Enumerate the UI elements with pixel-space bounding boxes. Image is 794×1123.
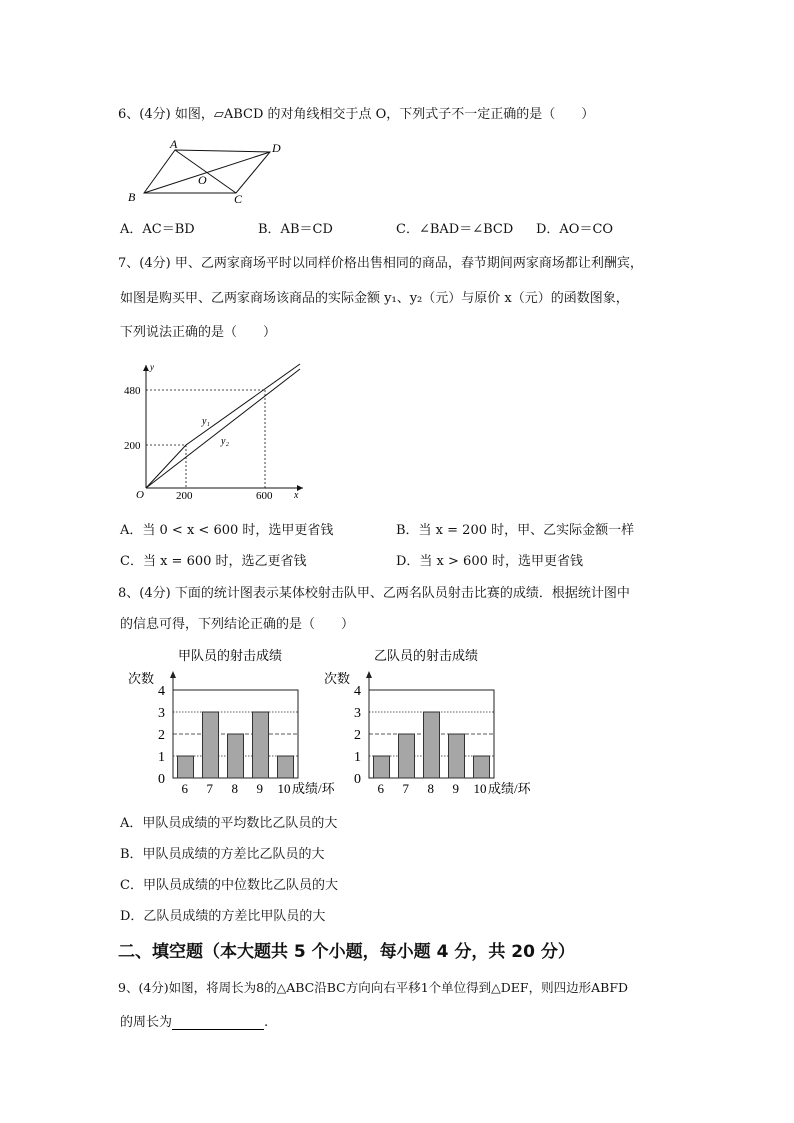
q6-option-c[interactable]: C．∠BAD＝∠BCD	[396, 222, 514, 237]
y-tick-label: 0	[158, 772, 165, 787]
bar-6	[374, 756, 390, 778]
bar-6	[178, 756, 194, 778]
x-axis-title: 成绩/环	[488, 781, 531, 796]
y-tick-label: 3	[354, 706, 361, 721]
chart-yi	[322, 645, 532, 800]
q6-stem: 6、(4分) 如图，▱ABCD 的对角线相交于点 O，下列式子不一定正确的是（ ）	[118, 107, 595, 122]
x-axis-label: x	[294, 490, 299, 501]
q9-answer-blank[interactable]	[172, 1017, 264, 1030]
x-tick-label: 10	[277, 781, 291, 796]
y-tick-480: 480	[124, 385, 141, 397]
x-tick-label: 7	[206, 781, 213, 796]
y-tick-label: 4	[354, 684, 361, 699]
label-d: D	[272, 141, 281, 155]
q9-line2-prefix: 的周长为	[120, 1015, 173, 1030]
label-b: B	[128, 190, 136, 204]
y-axis-arrow	[170, 671, 176, 678]
q7-option-b[interactable]: B．当 x = 200 时，甲、乙实际金额一样	[396, 523, 635, 538]
bar-10	[278, 756, 294, 778]
y-tick-label: 4	[158, 684, 165, 699]
chart-jia	[126, 645, 335, 800]
chart-title: 甲队员的射击成绩	[178, 648, 283, 663]
y2-label: y₂	[221, 436, 229, 447]
q8-option-b[interactable]: B．甲队员成绩的方差比乙队员的大	[120, 847, 325, 862]
q9-line2-suffix: .	[264, 1015, 269, 1030]
section-2-title: 二、填空题（本大题共 5 个小题，每小题 4 分，共 20 分）	[118, 942, 575, 962]
x-tick-label: 8	[427, 781, 434, 796]
q8-option-d[interactable]: D．乙队员成绩的方差比甲队员的大	[120, 909, 326, 924]
chart-title: 乙队员的射击成绩	[374, 648, 479, 663]
y-axis-title: 次数	[324, 671, 351, 686]
x-tick-label: 9	[256, 781, 263, 796]
q7-line2: 如图是购买甲、乙两家商场该商品的实际金额 y₁、y₂（元）与原价 x（元）的函数图象，	[120, 291, 629, 306]
y-tick-label: 2	[354, 728, 361, 743]
y-axis-title: 次数	[128, 671, 155, 686]
y-tick-200: 200	[124, 440, 141, 452]
y-axis-label: y	[150, 362, 154, 372]
y-tick-label: 1	[354, 750, 361, 765]
q7-function-graph	[118, 360, 308, 500]
q7-option-a[interactable]: A．当 0 < x < 600 时，选甲更省钱	[120, 523, 334, 538]
q9-line2	[120, 1011, 268, 1030]
q8-line1: 8、(4分) 下面的统计图表示某体校射击队甲、乙两名队员射击比赛的成绩．根据统计图中	[118, 586, 630, 601]
origin-label: O	[136, 489, 144, 501]
q8-option-c[interactable]: C．甲队员成绩的中位数比乙队员的大	[120, 878, 338, 893]
y-tick-label: 1	[158, 750, 165, 765]
y1-label: y₁	[202, 416, 210, 427]
label-o: O	[198, 173, 207, 187]
q6-option-b[interactable]: B．AB＝CD	[258, 222, 333, 237]
x-tick-label: 10	[473, 781, 487, 796]
y-axis-arrow	[366, 671, 372, 678]
bar-7	[203, 712, 219, 778]
bar-9	[449, 734, 465, 778]
x-tick-label: 6	[181, 781, 188, 796]
label-a: A	[170, 137, 178, 151]
q7-line3: 下列说法正确的是（ ）	[120, 325, 277, 340]
x-tick-200: 200	[176, 490, 193, 502]
bar-10	[474, 756, 490, 778]
q7-option-d[interactable]: D．当 x > 600 时，选甲更省钱	[396, 554, 583, 569]
x-tick-label: 7	[402, 781, 409, 796]
q6-option-a[interactable]: A．AC＝BD	[120, 222, 195, 237]
x-axis-title: 成绩/环	[292, 781, 335, 796]
q7-line1: 7、(4分) 甲、乙两家商场平时以同样价格出售相同的商品，春节期间两家商场都让利酬宾，	[118, 256, 643, 271]
y2-line	[146, 369, 300, 488]
x-tick-600: 600	[256, 490, 273, 502]
q6-option-d[interactable]: D．AO＝CO	[536, 222, 614, 237]
y1-line	[146, 364, 300, 488]
bar-8	[424, 712, 440, 778]
q9-line1: 9、(4分)如图，将周长为8的△ABC沿BC方向向右平移1个单位得到△DEF，则四边形ABFD	[118, 980, 629, 995]
bar-8	[228, 734, 244, 778]
q8-line2: 的信息可得，下列结论正确的是（ ）	[120, 617, 355, 632]
q7-option-c[interactable]: C．当 x = 600 时，选乙更省钱	[120, 554, 307, 569]
y-tick-label: 0	[354, 772, 361, 787]
q8-option-a[interactable]: A．甲队员成绩的平均数比乙队员的大	[120, 816, 338, 831]
bar-7	[399, 734, 415, 778]
label-c: C	[234, 192, 243, 206]
y-tick-label: 2	[158, 728, 165, 743]
bar-9	[253, 712, 269, 778]
y-tick-label: 3	[158, 706, 165, 721]
x-tick-label: 6	[377, 781, 384, 796]
x-tick-label: 8	[231, 781, 238, 796]
x-tick-label: 9	[452, 781, 459, 796]
q6-parallelogram-figure	[120, 136, 300, 208]
